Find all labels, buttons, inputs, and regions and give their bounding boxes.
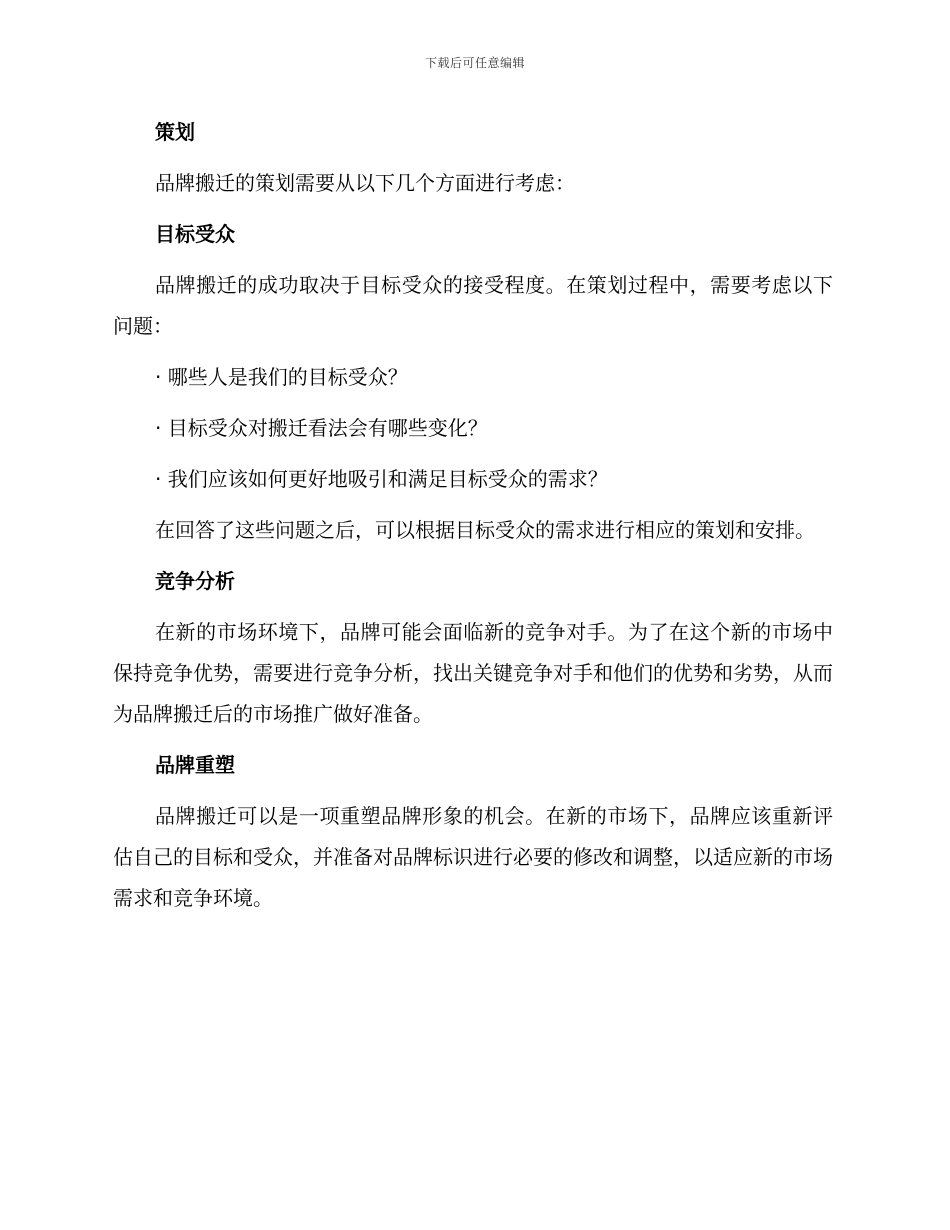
document-body [113,112,833,929]
section-heading-rebrand: 品牌重塑 [155,753,235,777]
header-note: 下载后可任意编辑 [424,56,525,70]
section-heading-plan: 策划 [155,120,195,144]
plan-intro-paragraph: 品牌搬迁的策划需要从以下几个方面进行考虑： [155,171,575,195]
competition-paragraph: 在新的市场环境下，品牌可能会面临新的竞争对手。为了在这个新的市场中保持竞争优势，需要进行竞争分析，找出关键竞争对手和他们的优势和劣势，从而为品牌搬迁后的市场推广做好准备。 [113,620,833,726]
audience-bullet-1: · 哪些人是我们的目标受众？ [155,365,408,389]
audience-bullet-3: · 我们应该如何更好地吸引和满足目标受众的需求？ [155,467,608,491]
section-heading-audience: 目标受众 [155,222,235,246]
section-heading-competition: 竞争分析 [155,569,235,593]
audience-conclusion-paragraph: 在回答了这些问题之后，可以根据目标受众的需求进行相应的策划和安排。 [155,518,815,542]
audience-paragraph: 品牌搬迁的成功取决于目标受众的接受程度。在策划过程中，需要考虑以下问题： [113,273,833,338]
rebrand-paragraph: 品牌搬迁可以是一项重塑品牌形象的机会。在新的市场下，品牌应该重新评估自己的目标和受众，并准备对品牌标识进行必要的修改和调整，以适应新的市场需求和竞争环境。 [113,804,833,910]
audience-bullet-2: · 目标受众对搬迁看法会有哪些变化？ [155,416,488,440]
